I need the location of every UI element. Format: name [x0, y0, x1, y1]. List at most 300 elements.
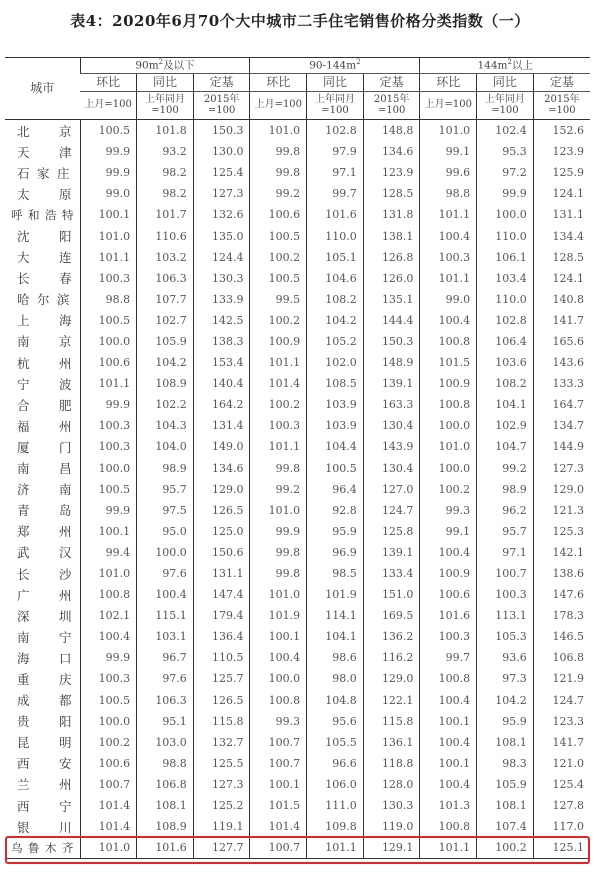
city-name: 海 口 — [17, 650, 72, 666]
index-value: 104.2 — [477, 690, 534, 711]
index-value: 105.1 — [307, 247, 364, 268]
index-value: 107.7 — [137, 289, 194, 310]
index-value: 105.3 — [477, 626, 534, 647]
index-value: 101.9 — [307, 584, 364, 605]
index-value: 92.8 — [307, 500, 364, 521]
index-value: 103.9 — [307, 394, 364, 415]
city-name: 昆 明 — [17, 735, 72, 751]
city-name: 广 州 — [17, 587, 72, 603]
index-value: 117.0 — [533, 816, 590, 837]
table-row — [5, 247, 590, 268]
index-value: 135.1 — [363, 289, 420, 310]
index-value: 127.3 — [193, 183, 250, 204]
index-value: 150.3 — [193, 120, 250, 142]
index-value: 108.2 — [477, 373, 534, 394]
index-value: 99.1 — [420, 141, 477, 162]
index-value: 128.5 — [363, 183, 420, 204]
index-value: 135.0 — [193, 225, 250, 246]
index-value: 95.7 — [477, 521, 534, 542]
index-value: 99.5 — [250, 289, 307, 310]
index-value: 164.7 — [533, 394, 590, 415]
table-row — [5, 837, 590, 859]
table-row — [5, 626, 590, 647]
city-name: 贵 阳 — [17, 714, 72, 730]
index-value: 99.9 — [250, 521, 307, 542]
index-value: 95.3 — [477, 141, 534, 162]
index-value: 110.0 — [307, 225, 364, 246]
index-value: 148.8 — [363, 120, 420, 142]
index-value: 101.7 — [137, 204, 194, 225]
index-value: 133.9 — [193, 289, 250, 310]
index-value: 132.6 — [193, 204, 250, 225]
index-value: 123.9 — [363, 162, 420, 183]
index-value: 99.2 — [250, 479, 307, 500]
table-row — [5, 436, 590, 457]
index-value: 96.9 — [307, 542, 364, 563]
index-value: 104.3 — [137, 415, 194, 436]
table-row — [5, 584, 590, 605]
index-value: 105.5 — [307, 732, 364, 753]
index-value: 101.1 — [80, 247, 137, 268]
index-value: 101.6 — [420, 605, 477, 626]
index-value: 100.1 — [420, 753, 477, 774]
table-title: 表4：2020年6月70个大中城市二手住宅销售价格分类指数（一） — [70, 12, 530, 30]
index-value: 100.2 — [80, 732, 137, 753]
index-value: 123.9 — [533, 141, 590, 162]
index-value: 99.8 — [250, 458, 307, 479]
index-value: 138.3 — [193, 331, 250, 352]
index-value: 150.6 — [193, 542, 250, 563]
index-value: 106.4 — [477, 331, 534, 352]
index-value: 99.8 — [250, 162, 307, 183]
index-value: 134.4 — [533, 225, 590, 246]
index-value: 147.6 — [533, 584, 590, 605]
table-row — [5, 521, 590, 542]
index-value: 100.0 — [137, 542, 194, 563]
index-value: 95.9 — [477, 711, 534, 732]
index-value: 105.2 — [307, 331, 364, 352]
index-value: 100.8 — [250, 690, 307, 711]
index-value: 101.4 — [250, 373, 307, 394]
index-value: 140.4 — [193, 373, 250, 394]
index-value: 108.5 — [307, 373, 364, 394]
subheader-yoy: 同比 — [137, 74, 194, 92]
index-value: 99.9 — [80, 500, 137, 521]
index-value: 100.5 — [307, 458, 364, 479]
index-value: 100.8 — [420, 331, 477, 352]
index-value: 100.6 — [250, 204, 307, 225]
index-value: 116.2 — [363, 647, 420, 668]
index-value: 164.2 — [193, 394, 250, 415]
index-value: 95.7 — [137, 479, 194, 500]
index-value: 129.0 — [193, 479, 250, 500]
index-value: 100.2 — [250, 310, 307, 331]
index-value: 97.5 — [137, 500, 194, 521]
index-value: 101.1 — [250, 352, 307, 373]
index-value: 100.4 — [420, 732, 477, 753]
index-value: 132.7 — [193, 732, 250, 753]
index-value: 100.6 — [80, 753, 137, 774]
index-value: 126.5 — [193, 500, 250, 521]
index-value: 139.1 — [363, 542, 420, 563]
index-value: 101.4 — [80, 816, 137, 837]
index-value: 100.2 — [250, 247, 307, 268]
table-row — [5, 331, 590, 352]
index-value: 104.4 — [307, 436, 364, 457]
index-value: 100.3 — [80, 668, 137, 689]
table-row — [5, 394, 590, 415]
index-value: 118.8 — [363, 753, 420, 774]
index-value: 134.7 — [533, 415, 590, 436]
table-row — [5, 225, 590, 246]
index-value: 142.5 — [193, 310, 250, 331]
index-value: 102.1 — [80, 605, 137, 626]
index-value: 101.0 — [80, 225, 137, 246]
unit-header-yoy: 上年同月=100 — [137, 92, 194, 120]
index-value: 100.8 — [420, 394, 477, 415]
index-value: 141.7 — [533, 310, 590, 331]
city-name: 兰 州 — [17, 777, 72, 793]
index-value: 129.0 — [363, 668, 420, 689]
index-value: 115.8 — [193, 711, 250, 732]
city-name: 南 昌 — [17, 461, 72, 477]
index-value: 101.0 — [420, 436, 477, 457]
index-value: 108.1 — [137, 795, 194, 816]
index-value: 131.8 — [363, 204, 420, 225]
index-value: 100.1 — [80, 204, 137, 225]
index-value: 111.0 — [307, 795, 364, 816]
city-name: 上 海 — [17, 313, 72, 329]
index-value: 107.4 — [477, 816, 534, 837]
index-value: 98.9 — [477, 479, 534, 500]
index-value: 100.9 — [420, 563, 477, 584]
city-name: 济 南 — [17, 482, 72, 498]
index-value: 100.6 — [420, 584, 477, 605]
index-value: 98.9 — [137, 458, 194, 479]
index-value: 106.0 — [307, 774, 364, 795]
table-row — [5, 458, 590, 479]
index-value: 99.8 — [250, 563, 307, 584]
index-value: 130.4 — [363, 458, 420, 479]
index-value: 143.6 — [533, 352, 590, 373]
index-value: 104.6 — [307, 268, 364, 289]
index-value: 100.1 — [250, 626, 307, 647]
index-value: 121.9 — [533, 668, 590, 689]
index-value: 104.2 — [137, 352, 194, 373]
city-name: 西 安 — [17, 756, 72, 772]
table-row — [5, 605, 590, 626]
index-value: 100.9 — [250, 331, 307, 352]
index-value: 100.1 — [80, 521, 137, 542]
index-value: 100.3 — [477, 584, 534, 605]
index-value: 106.8 — [137, 774, 194, 795]
index-value: 110.6 — [137, 225, 194, 246]
index-value: 98.3 — [477, 753, 534, 774]
index-value: 104.7 — [477, 436, 534, 457]
index-value: 101.0 — [420, 120, 477, 142]
city-name: 石家庄 — [17, 165, 70, 181]
index-value: 101.1 — [307, 837, 364, 859]
index-value: 101.5 — [420, 352, 477, 373]
table-row — [5, 711, 590, 732]
unit-header-yoy: 上年同月=100 — [307, 92, 364, 120]
index-value: 105.9 — [477, 774, 534, 795]
index-value: 100.4 — [250, 647, 307, 668]
unit-header-mom: 上月=100 — [250, 92, 307, 120]
city-name: 合 肥 — [17, 397, 72, 413]
index-value: 143.9 — [363, 436, 420, 457]
index-value: 140.8 — [533, 289, 590, 310]
table-row — [5, 732, 590, 753]
index-value: 100.4 — [420, 774, 477, 795]
index-value: 113.1 — [477, 605, 534, 626]
index-value: 97.3 — [477, 668, 534, 689]
index-value: 98.2 — [137, 162, 194, 183]
subheader-base: 定基 — [193, 74, 250, 92]
index-value: 101.4 — [80, 795, 137, 816]
index-value: 134.6 — [193, 458, 250, 479]
city-name: 宁 波 — [17, 376, 72, 392]
index-value: 100.0 — [420, 415, 477, 436]
index-value: 93.2 — [137, 141, 194, 162]
unit-header-yoy: 上年同月=100 — [477, 92, 534, 120]
city-name: 厦 门 — [17, 439, 72, 455]
index-value: 97.2 — [477, 162, 534, 183]
index-value: 136.4 — [193, 626, 250, 647]
table-row — [5, 415, 590, 436]
index-value: 148.9 — [363, 352, 420, 373]
index-value: 95.1 — [137, 711, 194, 732]
index-value: 110.5 — [193, 647, 250, 668]
index-value: 101.6 — [307, 204, 364, 225]
index-value: 103.0 — [137, 732, 194, 753]
index-value: 100.7 — [250, 837, 307, 859]
index-value: 100.3 — [80, 268, 137, 289]
index-value: 99.9 — [80, 162, 137, 183]
city-name: 哈尔滨 — [17, 292, 70, 308]
index-value: 101.1 — [420, 837, 477, 859]
table-row — [5, 668, 590, 689]
index-value: 114.1 — [307, 605, 364, 626]
index-value: 119.1 — [193, 816, 250, 837]
index-value: 138.1 — [363, 225, 420, 246]
index-value: 102.7 — [137, 310, 194, 331]
index-value: 100.3 — [250, 415, 307, 436]
index-value: 105.9 — [137, 331, 194, 352]
index-value: 125.7 — [193, 668, 250, 689]
index-value: 108.9 — [137, 373, 194, 394]
table-row — [5, 690, 590, 711]
index-value: 99.9 — [477, 183, 534, 204]
index-value: 124.7 — [533, 690, 590, 711]
index-value: 100.2 — [420, 479, 477, 500]
index-value: 151.0 — [363, 584, 420, 605]
index-value: 99.9 — [80, 394, 137, 415]
index-value: 99.7 — [307, 183, 364, 204]
index-value: 98.2 — [137, 183, 194, 204]
unit-header-base: 2015年=100 — [363, 92, 420, 120]
city-name: 呼和浩特 — [11, 207, 74, 222]
city-name: 深 圳 — [17, 608, 72, 624]
index-value: 100.5 — [80, 479, 137, 500]
index-value: 99.2 — [250, 183, 307, 204]
index-value: 100.1 — [250, 774, 307, 795]
subheader-yoy: 同比 — [477, 74, 534, 92]
city-name: 西 宁 — [17, 798, 72, 814]
group-header-small: $90m^2$及以下 — [80, 58, 250, 74]
index-value: 100.8 — [80, 584, 137, 605]
subheader-yoy: 同比 — [307, 74, 364, 92]
index-value: 97.9 — [307, 141, 364, 162]
index-value: 130.4 — [363, 415, 420, 436]
index-value: 100.0 — [477, 204, 534, 225]
index-value: 128.0 — [363, 774, 420, 795]
table-row — [5, 183, 590, 204]
index-value: 103.1 — [137, 626, 194, 647]
index-value: 101.0 — [80, 563, 137, 584]
city-name: 郑 州 — [17, 524, 72, 540]
index-value: 99.3 — [420, 500, 477, 521]
index-value: 103.4 — [477, 268, 534, 289]
city-name: 大 连 — [17, 250, 72, 266]
index-value: 141.7 — [533, 732, 590, 753]
index-value: 108.9 — [137, 816, 194, 837]
index-value: 144.4 — [363, 310, 420, 331]
city-name: 沈 阳 — [17, 229, 72, 245]
index-value: 104.8 — [307, 690, 364, 711]
index-value: 127.3 — [193, 774, 250, 795]
index-value: 99.9 — [80, 647, 137, 668]
index-value: 101.0 — [80, 837, 137, 859]
index-value: 100.7 — [477, 563, 534, 584]
index-value: 99.3 — [250, 711, 307, 732]
index-value: 126.0 — [363, 268, 420, 289]
index-value: 138.6 — [533, 563, 590, 584]
group-header-medium: $90-144m^2$ — [250, 58, 420, 74]
index-value: 146.5 — [533, 626, 590, 647]
index-value: 100.4 — [420, 690, 477, 711]
index-value: 101.1 — [420, 204, 477, 225]
city-name: 太 原 — [17, 186, 72, 202]
index-value: 129.0 — [533, 479, 590, 500]
table-row — [5, 795, 590, 816]
city-name: 重 庆 — [17, 671, 72, 687]
index-value: 125.0 — [193, 521, 250, 542]
index-value: 99.1 — [420, 521, 477, 542]
index-value: 121.0 — [533, 753, 590, 774]
index-value: 179.4 — [193, 605, 250, 626]
index-value: 150.3 — [363, 331, 420, 352]
index-value: 98.8 — [80, 289, 137, 310]
index-value: 100.5 — [250, 268, 307, 289]
city-name: 乌鲁木齐 — [5, 837, 80, 859]
index-value: 100.5 — [80, 120, 137, 142]
city-name: 南 京 — [17, 334, 72, 350]
index-value: 99.6 — [420, 162, 477, 183]
index-value: 97.6 — [137, 668, 194, 689]
index-value: 124.1 — [533, 268, 590, 289]
index-value: 98.5 — [307, 563, 364, 584]
index-value: 103.6 — [477, 352, 534, 373]
city-name: 成 都 — [17, 693, 72, 709]
index-value: 96.4 — [307, 479, 364, 500]
index-value: 97.1 — [477, 542, 534, 563]
index-value: 108.1 — [477, 795, 534, 816]
index-value: 100.4 — [420, 310, 477, 331]
index-value: 127.8 — [533, 795, 590, 816]
index-value: 99.4 — [80, 542, 137, 563]
index-value: 100.7 — [250, 732, 307, 753]
index-value: 100.4 — [137, 584, 194, 605]
city-column-header: 城市 — [5, 58, 80, 120]
subheader-mom: 环比 — [80, 74, 137, 92]
index-value: 109.8 — [307, 816, 364, 837]
city-name: 杭 州 — [17, 355, 72, 371]
table-row — [5, 141, 590, 162]
index-value: 100.0 — [420, 458, 477, 479]
index-value: 130.3 — [363, 795, 420, 816]
index-value: 131.4 — [193, 415, 250, 436]
table-row — [5, 816, 590, 837]
index-value: 144.9 — [533, 436, 590, 457]
index-value: 130.3 — [193, 268, 250, 289]
index-value: 127.0 — [363, 479, 420, 500]
index-value: 97.6 — [137, 563, 194, 584]
index-value: 134.6 — [363, 141, 420, 162]
index-value: 131.1 — [533, 204, 590, 225]
index-value: 96.2 — [477, 500, 534, 521]
index-value: 104.2 — [307, 310, 364, 331]
table-row — [5, 204, 590, 225]
index-value: 102.9 — [477, 415, 534, 436]
index-value: 115.8 — [363, 711, 420, 732]
index-value: 101.4 — [250, 816, 307, 837]
index-value: 125.4 — [533, 774, 590, 795]
index-value: 104.1 — [307, 626, 364, 647]
subheader-base: 定基 — [533, 74, 590, 92]
index-value: 104.1 — [477, 394, 534, 415]
city-name: 银 川 — [17, 819, 72, 835]
index-value: 127.3 — [533, 458, 590, 479]
index-value: 136.1 — [363, 732, 420, 753]
index-value: 100.2 — [250, 394, 307, 415]
index-value: 100.4 — [80, 626, 137, 647]
index-value: 128.5 — [533, 247, 590, 268]
index-value: 99.9 — [80, 141, 137, 162]
index-value: 100.0 — [80, 711, 137, 732]
index-value: 99.2 — [477, 458, 534, 479]
index-value: 100.6 — [80, 352, 137, 373]
index-value: 163.3 — [363, 394, 420, 415]
index-value: 110.0 — [477, 289, 534, 310]
index-value: 126.8 — [363, 247, 420, 268]
index-value: 129.1 — [363, 837, 420, 859]
index-value: 99.8 — [250, 542, 307, 563]
index-value: 101.1 — [420, 268, 477, 289]
table-row — [5, 479, 590, 500]
index-value: 100.8 — [420, 668, 477, 689]
index-value: 125.1 — [533, 837, 590, 859]
index-value: 100.4 — [420, 542, 477, 563]
index-value: 139.1 — [363, 373, 420, 394]
index-value: 102.8 — [477, 310, 534, 331]
index-value: 125.2 — [193, 795, 250, 816]
index-value: 93.6 — [477, 647, 534, 668]
index-value: 100.2 — [477, 837, 534, 859]
index-value: 101.1 — [250, 436, 307, 457]
index-value: 108.2 — [307, 289, 364, 310]
index-value: 100.3 — [80, 415, 137, 436]
